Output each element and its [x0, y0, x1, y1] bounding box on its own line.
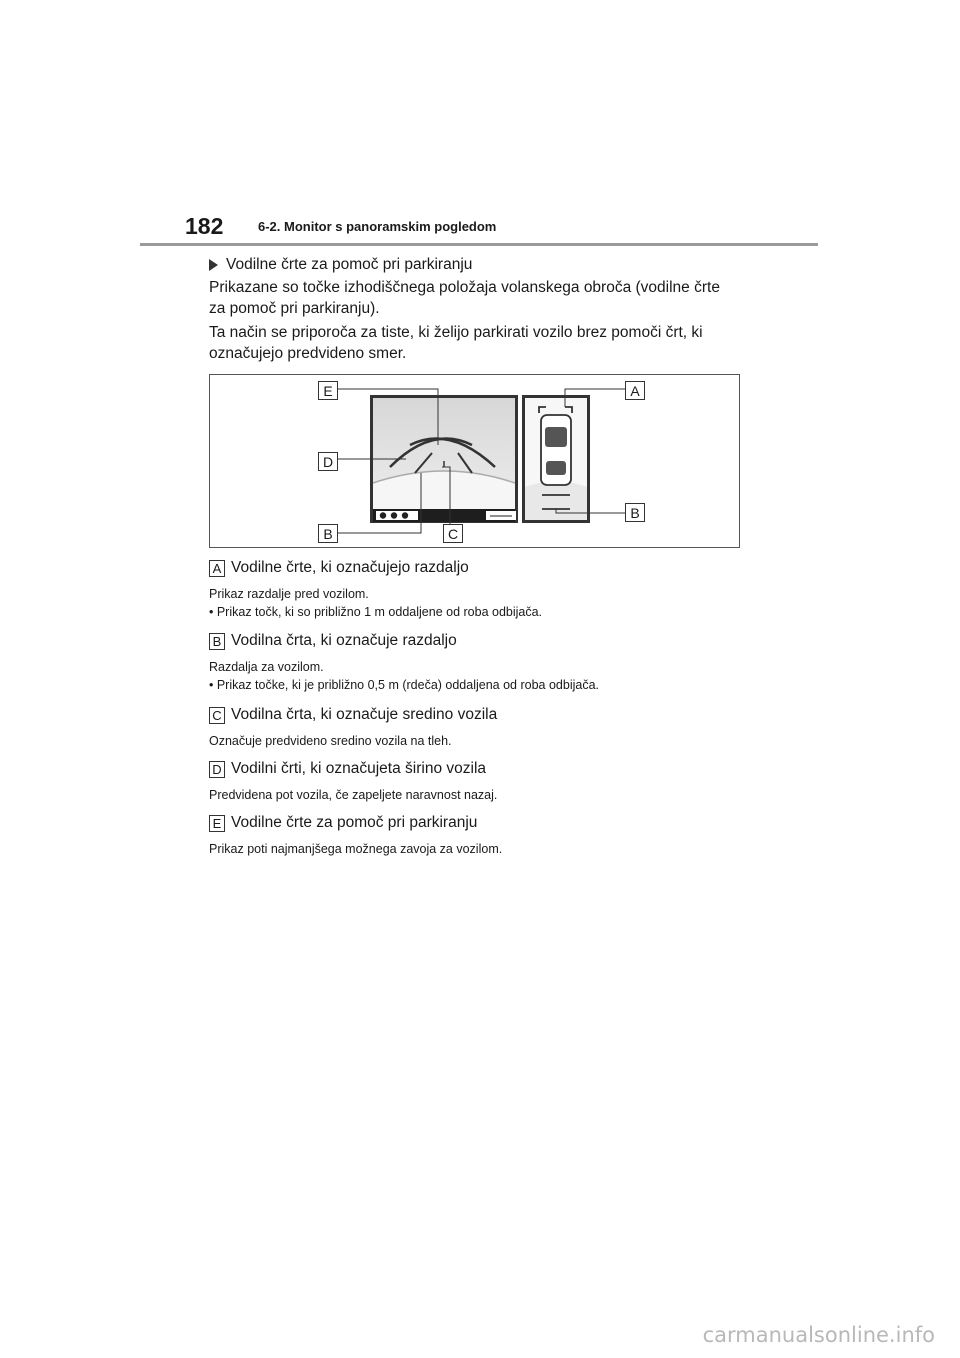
- item-b-heading: [209, 632, 457, 650]
- item-a-line-2: • Prikaz točk, ki so približno 1 m oddaljene od roba odbijača.: [209, 605, 543, 619]
- vehicle-windshield: [545, 427, 567, 447]
- monitor-illustration: [210, 375, 739, 547]
- item-b-description: [209, 658, 769, 694]
- monitor-figure: [209, 374, 740, 548]
- sensor-icon: [391, 512, 397, 518]
- item-b-line-2: • Prikaz točke, ki je približno 0,5 m (rdeča) oddaljena od roba odbijača.: [209, 678, 599, 692]
- callout-e: E: [318, 381, 338, 400]
- header-divider: [140, 243, 818, 246]
- item-e-heading: [209, 814, 477, 832]
- item-b-title: Vodilna črta, ki označuje razdaljo: [231, 632, 457, 649]
- callout-d: D: [318, 452, 338, 471]
- item-c-title: Vodilna črta, ki označuje sredino vozila: [231, 706, 498, 723]
- intro-paragraph-1-line-1: Prikazane so točke izhodiščnega položaja volanskega obroča (vodilne črte: [209, 279, 720, 296]
- info-icon: [380, 512, 386, 518]
- item-b-letter: B: [209, 633, 225, 650]
- item-c-heading: [209, 706, 497, 724]
- item-c-letter: C: [209, 707, 225, 724]
- item-e-letter: E: [209, 815, 225, 832]
- person-icon: [402, 512, 408, 518]
- watermark: carmanualsonline.info: [702, 1323, 935, 1347]
- item-c-description: Označuje predvideno sredino vozila na tleh.: [209, 734, 452, 748]
- callout-b-right: B: [625, 503, 645, 522]
- item-a-line-1: Prikaz razdalje pred vozilom.: [209, 587, 369, 601]
- intro-subheading-text: Vodilne črte za pomoč pri parkiranju: [226, 256, 473, 273]
- intro-paragraph-1: [209, 277, 769, 319]
- callout-a: A: [625, 381, 645, 400]
- item-e-description: Prikaz poti najmanjšega možnega zavoja za vozilom.: [209, 842, 503, 856]
- section-title: 6-2. Monitor s panoramskim pogledom: [258, 219, 497, 234]
- vehicle-rear-window: [546, 461, 566, 475]
- item-a-description: [209, 585, 769, 621]
- item-a-letter: A: [209, 560, 225, 577]
- item-b-line-1: Razdalja za vozilom.: [209, 660, 324, 674]
- rear-ground-area: [525, 481, 587, 520]
- intro-subheading: [209, 256, 472, 274]
- triangle-bullet-icon: [209, 259, 218, 271]
- intro-paragraph-1-line-2: za pomoč pri parkiranju).: [209, 300, 380, 317]
- intro-paragraph-2: [209, 322, 769, 364]
- panoramic-top-view: [522, 395, 590, 523]
- item-a-title: Vodilne črte, ki označujejo razdaljo: [231, 559, 469, 576]
- item-a-heading: [209, 559, 469, 577]
- callout-c: C: [443, 524, 463, 543]
- item-e-title: Vodilne črte za pomoč pri parkiranju: [231, 814, 478, 831]
- page-number: 182: [185, 213, 224, 239]
- intro-paragraph-2-line-1: Ta način se priporoča za tiste, ki želijo parkirati vozilo brez pomoči črt, ki: [209, 324, 703, 341]
- callout-b-left: B: [318, 524, 338, 543]
- item-d-letter: D: [209, 761, 225, 778]
- intro-paragraph-2-line-2: označujejo predvideno smer.: [209, 345, 407, 362]
- item-d-title: Vodilni črti, ki označujeta širino vozila: [231, 760, 487, 777]
- item-d-description: Predvidena pot vozila, če zapeljete naravnost nazaj.: [209, 788, 498, 802]
- item-d-heading: [209, 760, 486, 778]
